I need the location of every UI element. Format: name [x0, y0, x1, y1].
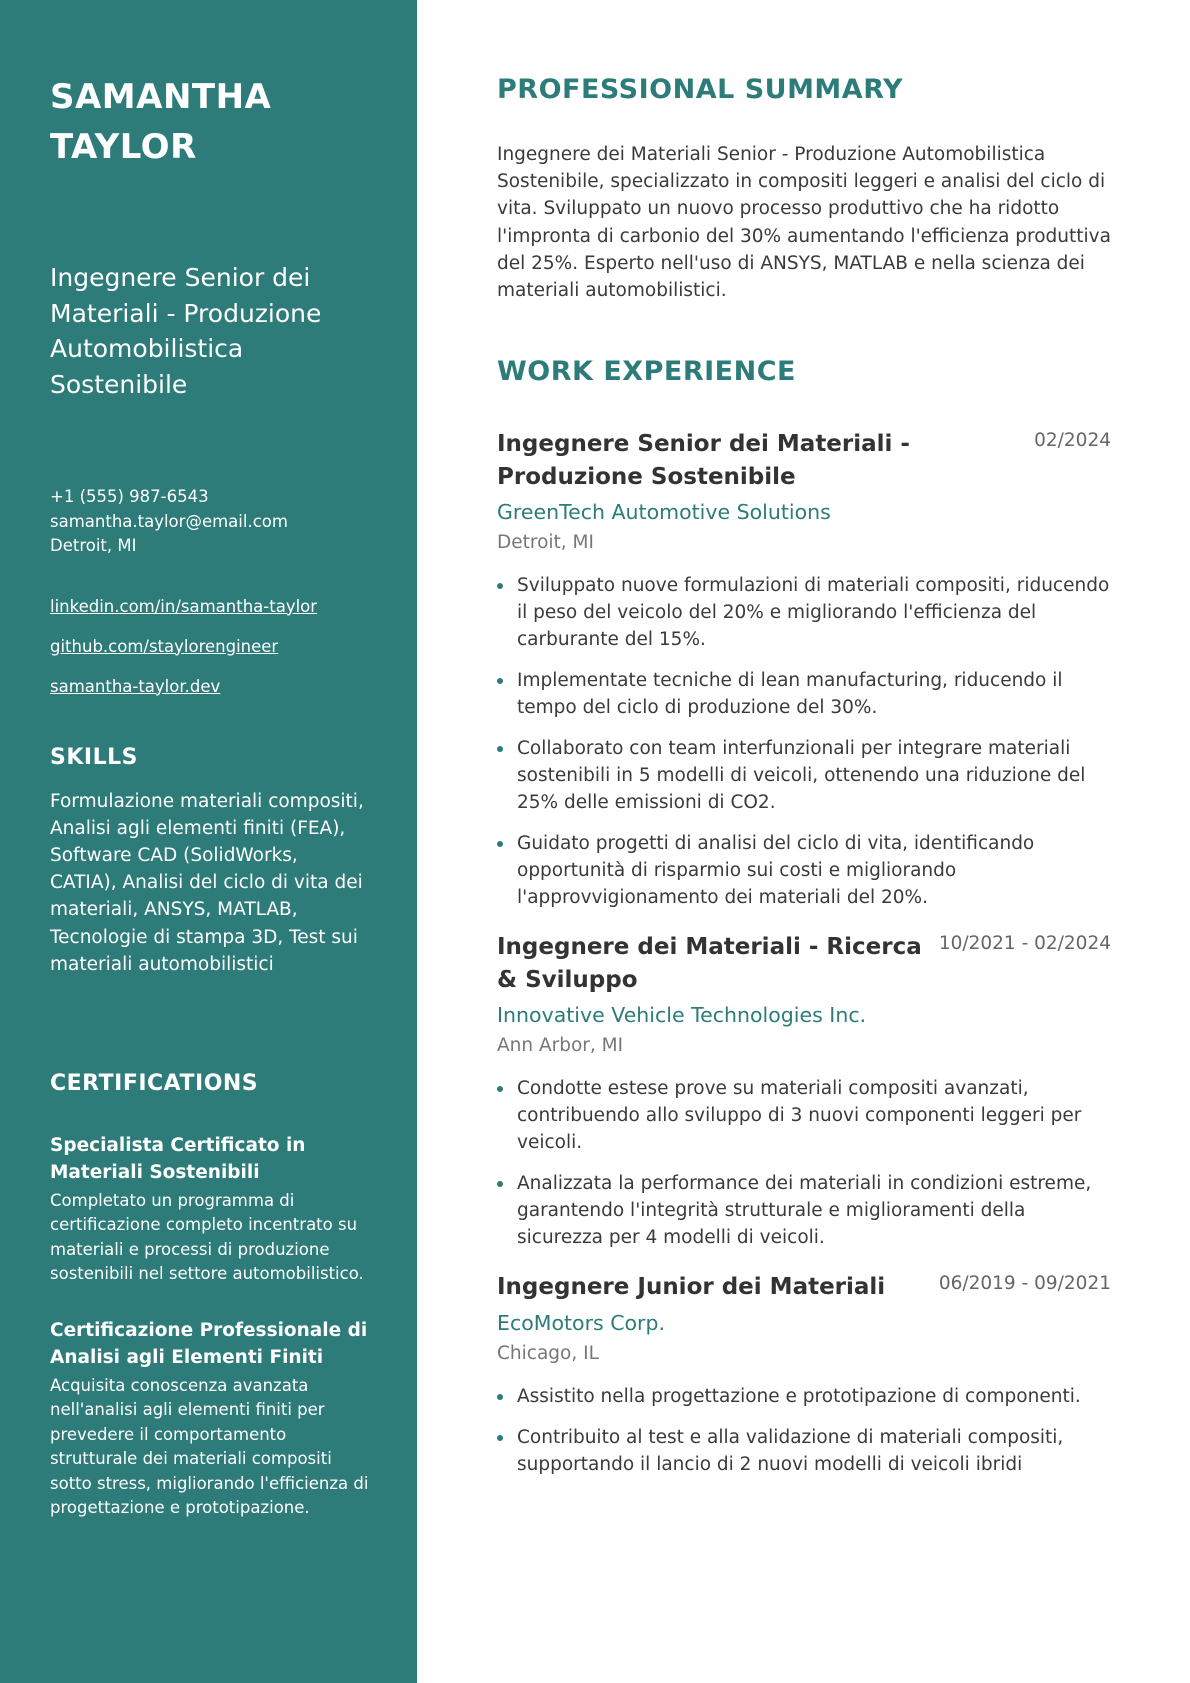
- bullet-text: Implementate tecniche di lean manufacturing, riducendo il tempo del ciclo di produzione del 30%.: [517, 670, 1063, 719]
- bullet-text: Assistito nella progettazione e prototipazione di componenti.: [517, 1385, 1081, 1407]
- location: Detroit, MI: [50, 536, 137, 555]
- bullet-dot-icon: [497, 1181, 503, 1187]
- email: samantha.taylor@email.com: [50, 511, 288, 531]
- certification-title: Certificazione Professionale di Analisi agli Elementi Finiti: [50, 1319, 368, 1368]
- job-bullets: [497, 1383, 1111, 1478]
- job-bullets: [497, 1075, 1111, 1251]
- list-item: [497, 735, 1111, 816]
- job-title: Ingegnere dei Materiali - Ricerca & Sviluppo: [497, 934, 922, 993]
- name-line-2: TAYLOR: [50, 127, 197, 167]
- certification-item: [50, 1132, 377, 1287]
- job-date: 06/2019 - 09/2021: [938, 1273, 1111, 1295]
- job-entry: [497, 931, 1111, 1251]
- list-item: [497, 1424, 1111, 1478]
- job-bullets: [497, 572, 1111, 911]
- list-item: [497, 1383, 1111, 1410]
- bullet-text: Collaborato con team interfunzionali per integrare materiali sostenibili in 5 modelli di veicoli, ottenendo una riduzione del 25% delle emissioni di CO2.: [517, 738, 1086, 814]
- company-name: Innovative Vehicle Technologies Inc.: [497, 1003, 867, 1028]
- bullet-text: Condotte estese prove su materiali compositi avanzati, contribuendo allo sviluppo di 3 nuovi componenti leggeri per veicoli.: [517, 1078, 1082, 1154]
- company-name: GreenTech Automotive Solutions: [497, 500, 831, 525]
- main-content: [497, 72, 1111, 1492]
- bullet-dot-icon: [497, 1394, 503, 1400]
- bullet-dot-icon: [497, 1435, 503, 1441]
- bullet-dot-icon: [497, 583, 503, 589]
- job-date: 10/2021 - 02/2024: [938, 933, 1111, 955]
- certification-description: Completato un programma di certificazione completo incentrato su materiali e processi di produzione sostenibili nel settore automobilistico.: [50, 1190, 364, 1284]
- list-item: [497, 830, 1111, 911]
- job-date: 02/2024: [1034, 430, 1111, 452]
- bullet-text: Sviluppato nuove formulazioni di materiali compositi, riducendo il peso del veicolo del 20% e migliorando l'efficienza del carburante del 15%.: [517, 575, 1110, 651]
- work-experience-heading: WORK EXPERIENCE: [497, 356, 796, 388]
- bullet-dot-icon: [497, 678, 503, 684]
- summary-text: Ingegnere dei Materiali Senior - Produzione Automobilistica Sostenibile, specializzato in compositi leggeri e analisi del ciclo di vita. Sviluppato un nuovo processo produttivo che ha ridotto l'impronta di carbonio del 30% aumentando l'efficienza produttiva del 25%. Esperto nell'uso di ANSYS, MATLAB e nella scienza dei materiali automobilistici.: [497, 144, 1111, 302]
- job-entry: [497, 428, 1111, 911]
- bullet-dot-icon: [497, 841, 503, 847]
- candidate-name: [50, 72, 377, 172]
- sidebar: [0, 0, 417, 1683]
- company-name: EcoMotors Corp.: [497, 1310, 666, 1335]
- bullet-dot-icon: [497, 746, 503, 752]
- skills-text: Formulazione materiali compositi, Analisi agli elementi finiti (FEA), Software CAD (SolidWorks, CATIA), Analisi del ciclo di vita dei materiali, ANSYS, MATLAB, Tecnologie di stampa 3D, Test sui materiali automobilistici: [50, 790, 364, 975]
- bullet-text: Guidato progetti di analisi del ciclo di vita, identificando opportunità di risparmio sui costi e migliorando l'approvvigionamento dei materiali del 20%.: [517, 833, 1035, 909]
- job-title: Ingegnere Senior dei Materiali - Produzione Sostenibile: [497, 431, 910, 490]
- list-item: [497, 1170, 1111, 1251]
- linkedin-link[interactable]: linkedin.com/in/samantha-taylor: [50, 596, 318, 616]
- job-location: Ann Arbor, MI: [497, 1035, 624, 1057]
- bullet-dot-icon: [497, 1086, 503, 1092]
- bullet-text: Contribuito al test e alla validazione di materiali compositi, supportando il lancio di 2 nuovi modelli di veicoli ibridi: [517, 1426, 1064, 1475]
- summary-heading: PROFESSIONAL SUMMARY: [497, 74, 904, 105]
- skills-heading: SKILLS: [50, 744, 138, 770]
- job-entry: [497, 1271, 1111, 1478]
- list-item: [497, 572, 1111, 653]
- list-item: [497, 1075, 1111, 1156]
- certification-item: [50, 1317, 377, 1521]
- github-link[interactable]: github.com/staylorengineer: [50, 636, 279, 656]
- phone: +1 (555) 987-6543: [50, 487, 209, 506]
- website-link[interactable]: samantha-taylor.dev: [50, 676, 221, 696]
- certification-title: Specialista Certificato in Materiali Sostenibili: [50, 1134, 306, 1183]
- certification-description: Acquisita conoscenza avanzata nell'analisi agli elementi finiti per prevedere il comportamento strutturale dei materiali compositi sotto stress, migliorando l'efficienza di progettazione e prototipazione.: [50, 1375, 369, 1518]
- contact-info: [50, 485, 377, 559]
- job-location: Chicago, IL: [497, 1342, 599, 1364]
- headline: Ingegnere Senior dei Materiali - Produzione Automobilistica Sostenibile: [50, 263, 322, 399]
- profile-links: [50, 595, 377, 699]
- bullet-text: Analizzata la performance dei materiali in condizioni estreme, garantendo l'integrità strutturale e miglioramenti della sicurezza per 4 modelli di veicoli.: [517, 1173, 1092, 1249]
- list-item: [497, 667, 1111, 721]
- name-line-1: SAMANTHA: [50, 77, 272, 117]
- certifications-heading: CERTIFICATIONS: [50, 1070, 259, 1096]
- job-location: Detroit, MI: [497, 532, 594, 554]
- job-title: Ingegnere Junior dei Materiali: [497, 1274, 886, 1301]
